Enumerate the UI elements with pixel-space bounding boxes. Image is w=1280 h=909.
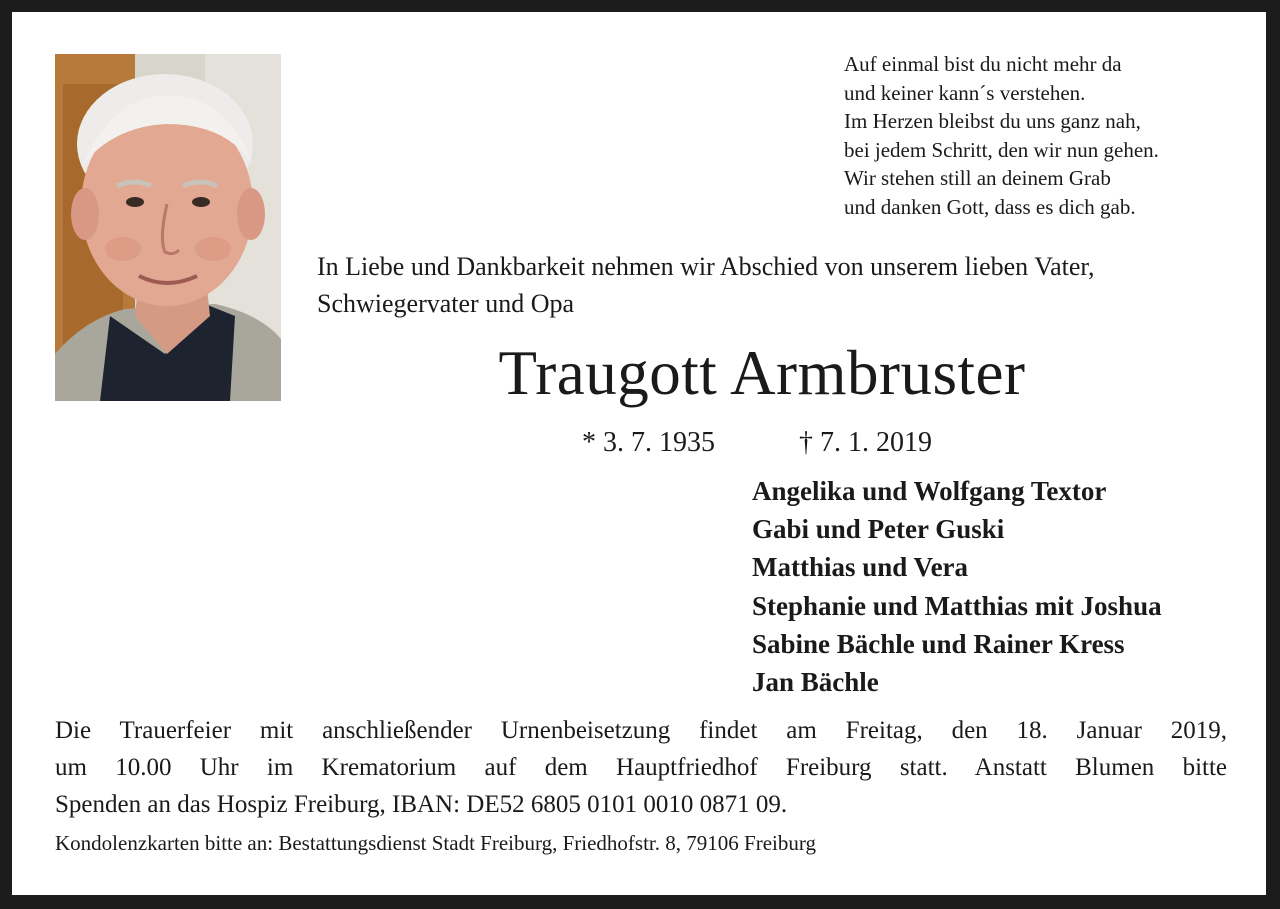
poem-line: und keiner kann´s verstehen.	[844, 80, 1086, 105]
mourner-entry: Matthias und Vera	[752, 552, 969, 583]
poem-line: und danken Gott, dass es dich gab.	[844, 194, 1136, 219]
condolence-address: Kondolenzkarten bitte an: Bestattungsdienst Stadt Freiburg, Friedhofstr. 8, 79106 Freiburg	[55, 831, 816, 855]
intro-line: Schwiegervater und Opa	[317, 289, 575, 318]
mourner-entry: Stephanie und Matthias mit Joshua	[752, 590, 1162, 621]
poem-line: Auf einmal bist du nicht mehr da	[844, 52, 1122, 76]
mourner-entry: Sabine Bächle und Rainer Kress	[752, 628, 1125, 659]
death-date: † 7. 1. 2019	[799, 427, 932, 458]
intro-line: In Liebe und Dankbarkeit nehmen wir Abschied von unserem lieben Vater,	[317, 252, 1095, 281]
mourner-entry: Angelika und Wolfgang Textor	[752, 476, 1107, 506]
deceased-name: Traugott Armbruster	[498, 338, 1026, 408]
portrait-photo	[55, 54, 281, 401]
poem-line: bei jedem Schritt, den wir nun gehen.	[844, 137, 1159, 162]
mourner-entry: Jan Bächle	[752, 667, 879, 698]
farewell-intro	[317, 248, 1247, 322]
service-line: Spenden an das Hospiz Freiburg, IBAN: DE52 6805 0101 0010 0871 09.	[55, 791, 788, 818]
poem-line: Wir stehen still an deinem Grab	[844, 166, 1111, 191]
birth-date: * 3. 7. 1935	[582, 427, 715, 458]
service-line: um 10.00 Uhr im Krematorium auf dem Hauptfriedhof Freiburg statt. Anstatt Blumen bitte	[55, 754, 1227, 781]
obituary-notice	[12, 12, 1266, 895]
funeral-service-info	[55, 712, 1227, 823]
poem-line: Im Herzen bleibst du uns ganz nah,	[844, 109, 1141, 134]
mourner-entry: Gabi und Peter Guski	[752, 514, 1005, 545]
service-line: Die Trauerfeier mit anschließender Urnenbeisetzung findet am Freitag, den 18. Januar 2019,	[55, 717, 1227, 744]
mourners-list	[752, 472, 1252, 701]
poem	[844, 50, 1254, 222]
